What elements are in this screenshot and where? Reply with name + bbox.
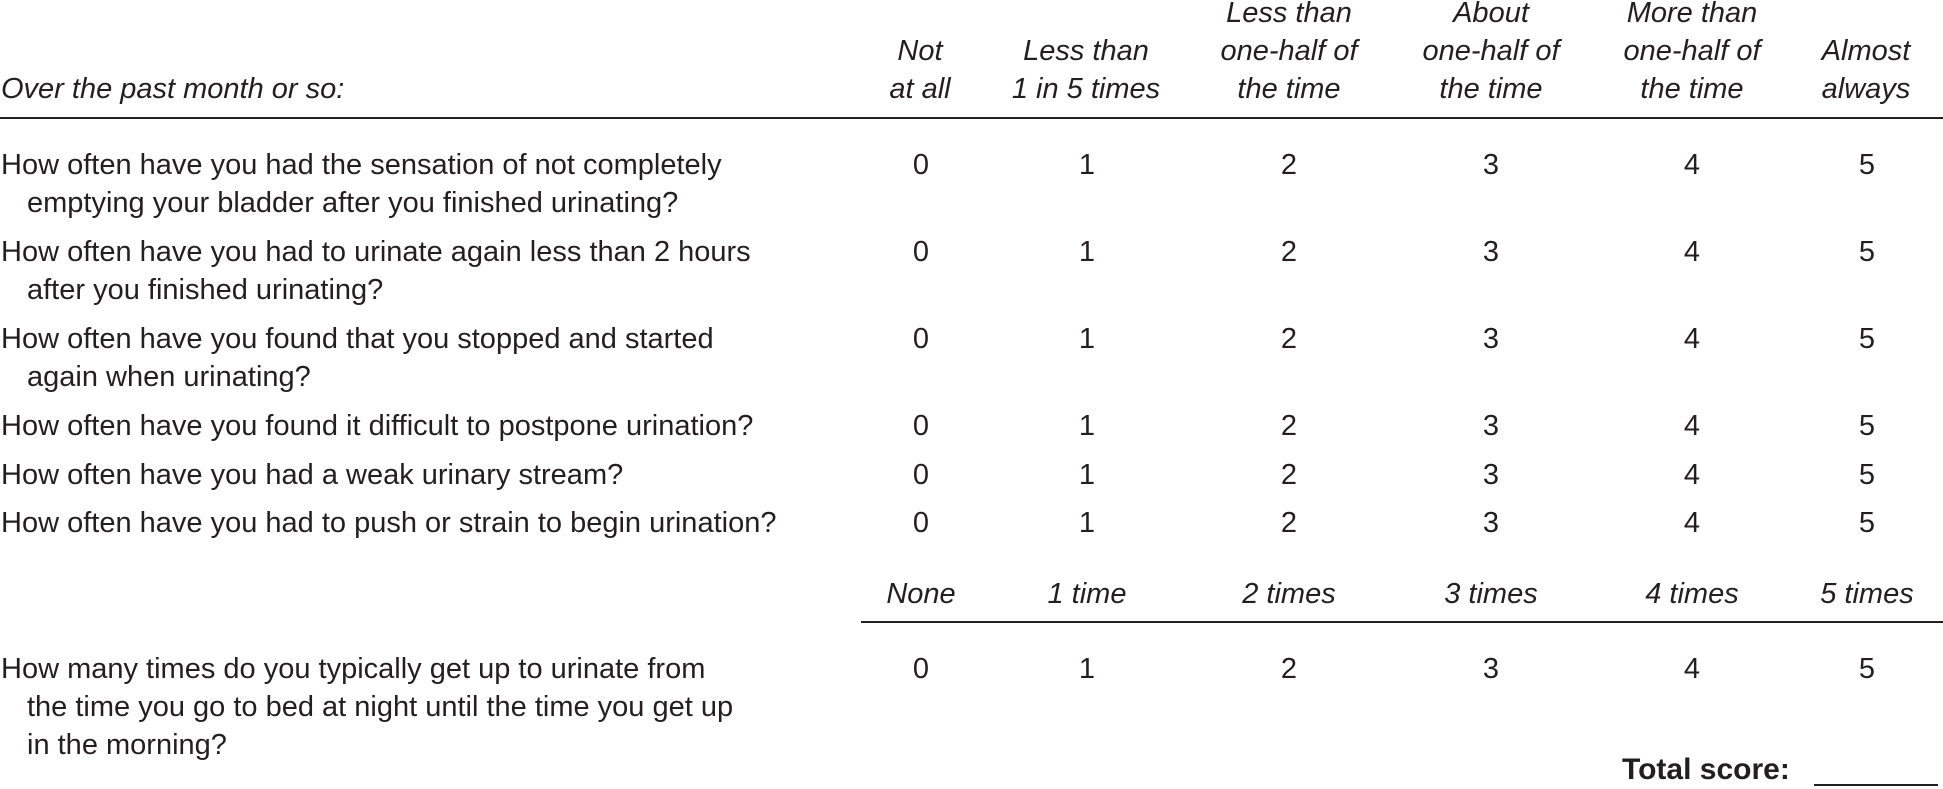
score-option: 2 <box>1280 410 1298 442</box>
score-option: 2 <box>1280 507 1298 539</box>
question-text: How often have you had to push or strain to begin urination? <box>1 507 777 539</box>
column-header-line: About <box>1453 0 1529 29</box>
column-header-line: one-half of <box>1422 35 1560 67</box>
score-option: 5 <box>1858 236 1876 268</box>
question-intermittency <box>1 320 861 396</box>
score-option: 2 <box>1280 149 1298 181</box>
column-header-line: More than <box>1626 0 1758 29</box>
question-text: How often have you had to urinate again less than 2 hours <box>1 236 751 268</box>
score-option: 2 <box>1280 236 1298 268</box>
question-text-continued: again when urinating? <box>27 361 311 393</box>
column-header-less-than-1-in-5 <box>996 32 1176 108</box>
question-urgency <box>1 407 861 445</box>
column-header-line: one-half of <box>1220 35 1358 67</box>
score-option: 0 <box>912 149 930 181</box>
score-option: 4 <box>1683 410 1701 442</box>
question-incomplete-emptying <box>1 146 861 222</box>
score-option: 4 <box>1683 149 1701 181</box>
question-text-continued: emptying your bladder after you finished urinating? <box>27 187 679 219</box>
score-option: 3 <box>1482 149 1500 181</box>
score-option: 4 <box>1683 459 1701 491</box>
column-header-more-than-half <box>1602 0 1782 108</box>
score-option: 0 <box>912 653 930 685</box>
score-option: 5 <box>1858 149 1876 181</box>
column-header-line: the time <box>1439 73 1543 105</box>
score-option: 3 <box>1482 236 1500 268</box>
score-option: 5 <box>1858 323 1876 355</box>
score-option: 1 <box>1078 459 1096 491</box>
nocturia-header-2-times: 2 times <box>1242 578 1336 610</box>
score-option: 5 <box>1858 653 1876 685</box>
nocturia-header-5-times: 5 times <box>1820 578 1914 610</box>
total-score-label: Total score: <box>1622 753 1790 786</box>
score-option: 1 <box>1078 507 1096 539</box>
score-option: 0 <box>912 323 930 355</box>
question-frequency <box>1 233 861 309</box>
column-header-line: the time <box>1640 73 1744 105</box>
score-option: 5 <box>1858 459 1876 491</box>
column-header-less-than-half <box>1199 0 1379 108</box>
score-option: 1 <box>1078 410 1096 442</box>
score-option: 3 <box>1482 323 1500 355</box>
nocturia-header-3-times: 3 times <box>1444 578 1538 610</box>
score-option: 0 <box>912 236 930 268</box>
score-option: 1 <box>1078 653 1096 685</box>
nocturia-header-none: None <box>886 578 956 610</box>
score-option: 4 <box>1683 653 1701 685</box>
column-header-line: always <box>1821 73 1911 105</box>
column-header-line: the time <box>1237 73 1341 105</box>
score-option: 0 <box>912 507 930 539</box>
question-text: How often have you had the sensation of not completely <box>1 149 722 181</box>
question-text: How many times do you typically get up to urinate from <box>1 653 706 685</box>
score-option: 5 <box>1858 507 1876 539</box>
question-text: How often have you found it difficult to postpone urination? <box>1 410 754 442</box>
question-weak-stream <box>1 456 861 494</box>
column-header-almost-always <box>1798 32 1934 108</box>
column-header-line: Not <box>897 35 943 67</box>
nocturia-header-4-times: 4 times <box>1645 578 1739 610</box>
score-option: 0 <box>912 459 930 491</box>
score-option: 4 <box>1683 236 1701 268</box>
column-header-line: one-half of <box>1623 35 1761 67</box>
column-header-line: Less than <box>1023 35 1149 67</box>
score-option: 2 <box>1280 323 1298 355</box>
question-text-continued: the time you go to bed at night until the time you get up <box>27 691 734 723</box>
score-option: 4 <box>1683 507 1701 539</box>
score-option: 3 <box>1482 653 1500 685</box>
score-option: 4 <box>1683 323 1701 355</box>
question-straining <box>1 504 861 542</box>
column-header-line: Almost <box>1821 35 1911 67</box>
column-header-line: Less than <box>1226 0 1352 29</box>
score-option: 2 <box>1280 653 1298 685</box>
header-divider <box>0 117 1943 119</box>
intro-label: Over the past month or so: <box>1 73 345 105</box>
score-option: 5 <box>1858 410 1876 442</box>
score-option: 3 <box>1482 410 1500 442</box>
question-nocturia <box>1 650 861 764</box>
column-header-line: 1 in 5 times <box>1011 73 1161 105</box>
column-header-about-half <box>1401 0 1581 108</box>
score-option: 1 <box>1078 149 1096 181</box>
nocturia-divider <box>861 621 1943 623</box>
score-option: 2 <box>1280 459 1298 491</box>
question-text: How often have you had a weak urinary stream? <box>1 459 624 491</box>
question-text: How often have you found that you stopped and started <box>1 323 714 355</box>
question-text-continued: in the morning? <box>27 729 227 761</box>
score-option: 0 <box>912 410 930 442</box>
nocturia-header-1-time: 1 time <box>1047 578 1127 610</box>
column-header-not-at-all <box>870 32 970 108</box>
score-option: 3 <box>1482 459 1500 491</box>
score-option: 1 <box>1078 323 1096 355</box>
score-option: 3 <box>1482 507 1500 539</box>
score-option: 1 <box>1078 236 1096 268</box>
column-header-line: at all <box>889 73 951 105</box>
question-text-continued: after you finished urinating? <box>27 274 384 306</box>
